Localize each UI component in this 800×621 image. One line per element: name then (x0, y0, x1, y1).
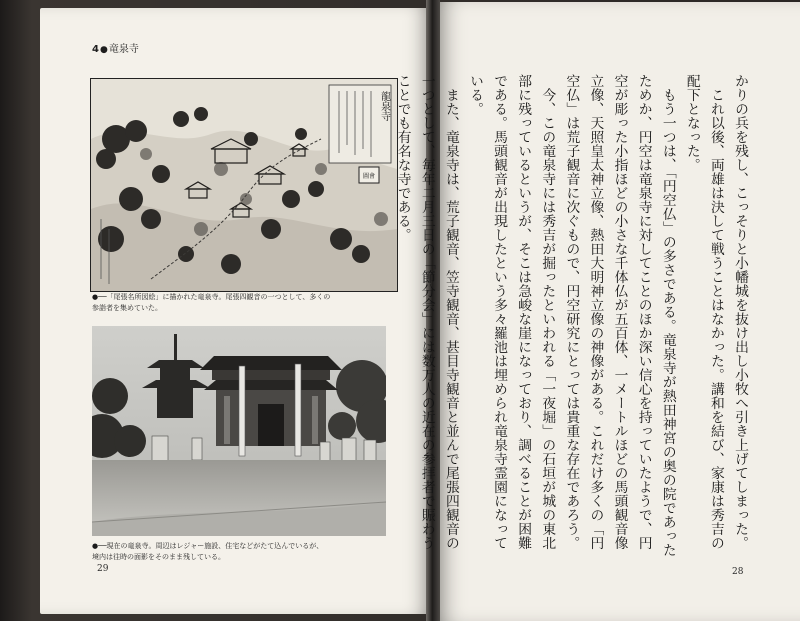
running-head (92, 40, 139, 55)
running-head-bullet: ● (99, 45, 108, 55)
running-head-page-number: 4 (92, 44, 99, 55)
photo-caption-line-2: 境内は往時の面影をそのまま残している。 (92, 553, 225, 561)
photo-caption (92, 541, 392, 563)
map-seal: 圖會 (362, 173, 376, 180)
paragraph: また、竜泉寺は、荒子観音、笠寺観音、甚目寺観音と並んで尾張四観音の一つとして、毎年二月三日の「節分会」には数万人の近在の参拝者で賑わうことでも有名な寺である。 (394, 74, 459, 550)
paragraph: これ以後、両雄は決して戦うことはなかった。講和を結び、家康は秀吉の配下となった。 (683, 74, 724, 550)
photo-caption-line-1: ──現在の竜泉寺。周辺はレジャー施設、住宅などがたて込んでいるが、 (98, 542, 324, 550)
map-cartouche-title: 龍泉寺 (378, 91, 390, 121)
left-page-number: 29 (97, 564, 109, 574)
photo-artwork (92, 326, 386, 536)
body-text-vertical (391, 74, 752, 558)
running-head-title: 竜泉寺 (108, 44, 139, 55)
paragraph: もう一つは、「円空仏」の多さである。竜泉寺が熱田神宮の奥の院であったためか、円空は竜泉寺に対してことのほか深い信心を持っていたようで、円空が彫った小指ほどの小さな千体仏が五百体、一メートルほどの馬頭観音像立像、天照皇太神立像、熱田大明神立像の神像がある。これだけ多くの「円空仏」は荒子観音に次ぐもので、円空研究にとっては貴重な存在であろう。 (563, 74, 676, 558)
temple-photograph (92, 326, 386, 536)
map-artwork (91, 79, 397, 291)
photo-caption-bullet: ● (92, 542, 99, 550)
map-caption-line-2: 参詣者を集めていた。 (92, 304, 162, 312)
map-caption-bullet: ● (92, 293, 99, 301)
map-caption (92, 292, 392, 314)
temple-map-illustration (90, 78, 398, 292)
right-page-number: 28 (732, 567, 744, 577)
map-caption-line-1: ──「尾張名所図絵」に描かれた竜泉寺。尾張四観音の一つとして、多くの (98, 293, 331, 301)
paragraph: 今、この竜泉寺には秀吉が掘ったといわれる「一夜堀」の石垣が城の東北部に残っているというが、そこは急峻な崖になっており、調べることが困難である。馬頭観音が出現したという多々羅池は埋められ竜泉寺霊園になっている。 (466, 74, 556, 550)
paragraph: かりの兵を残し、こっそりと小幡城を抜け出し小牧へ引き上げてしまった。 (732, 74, 748, 550)
